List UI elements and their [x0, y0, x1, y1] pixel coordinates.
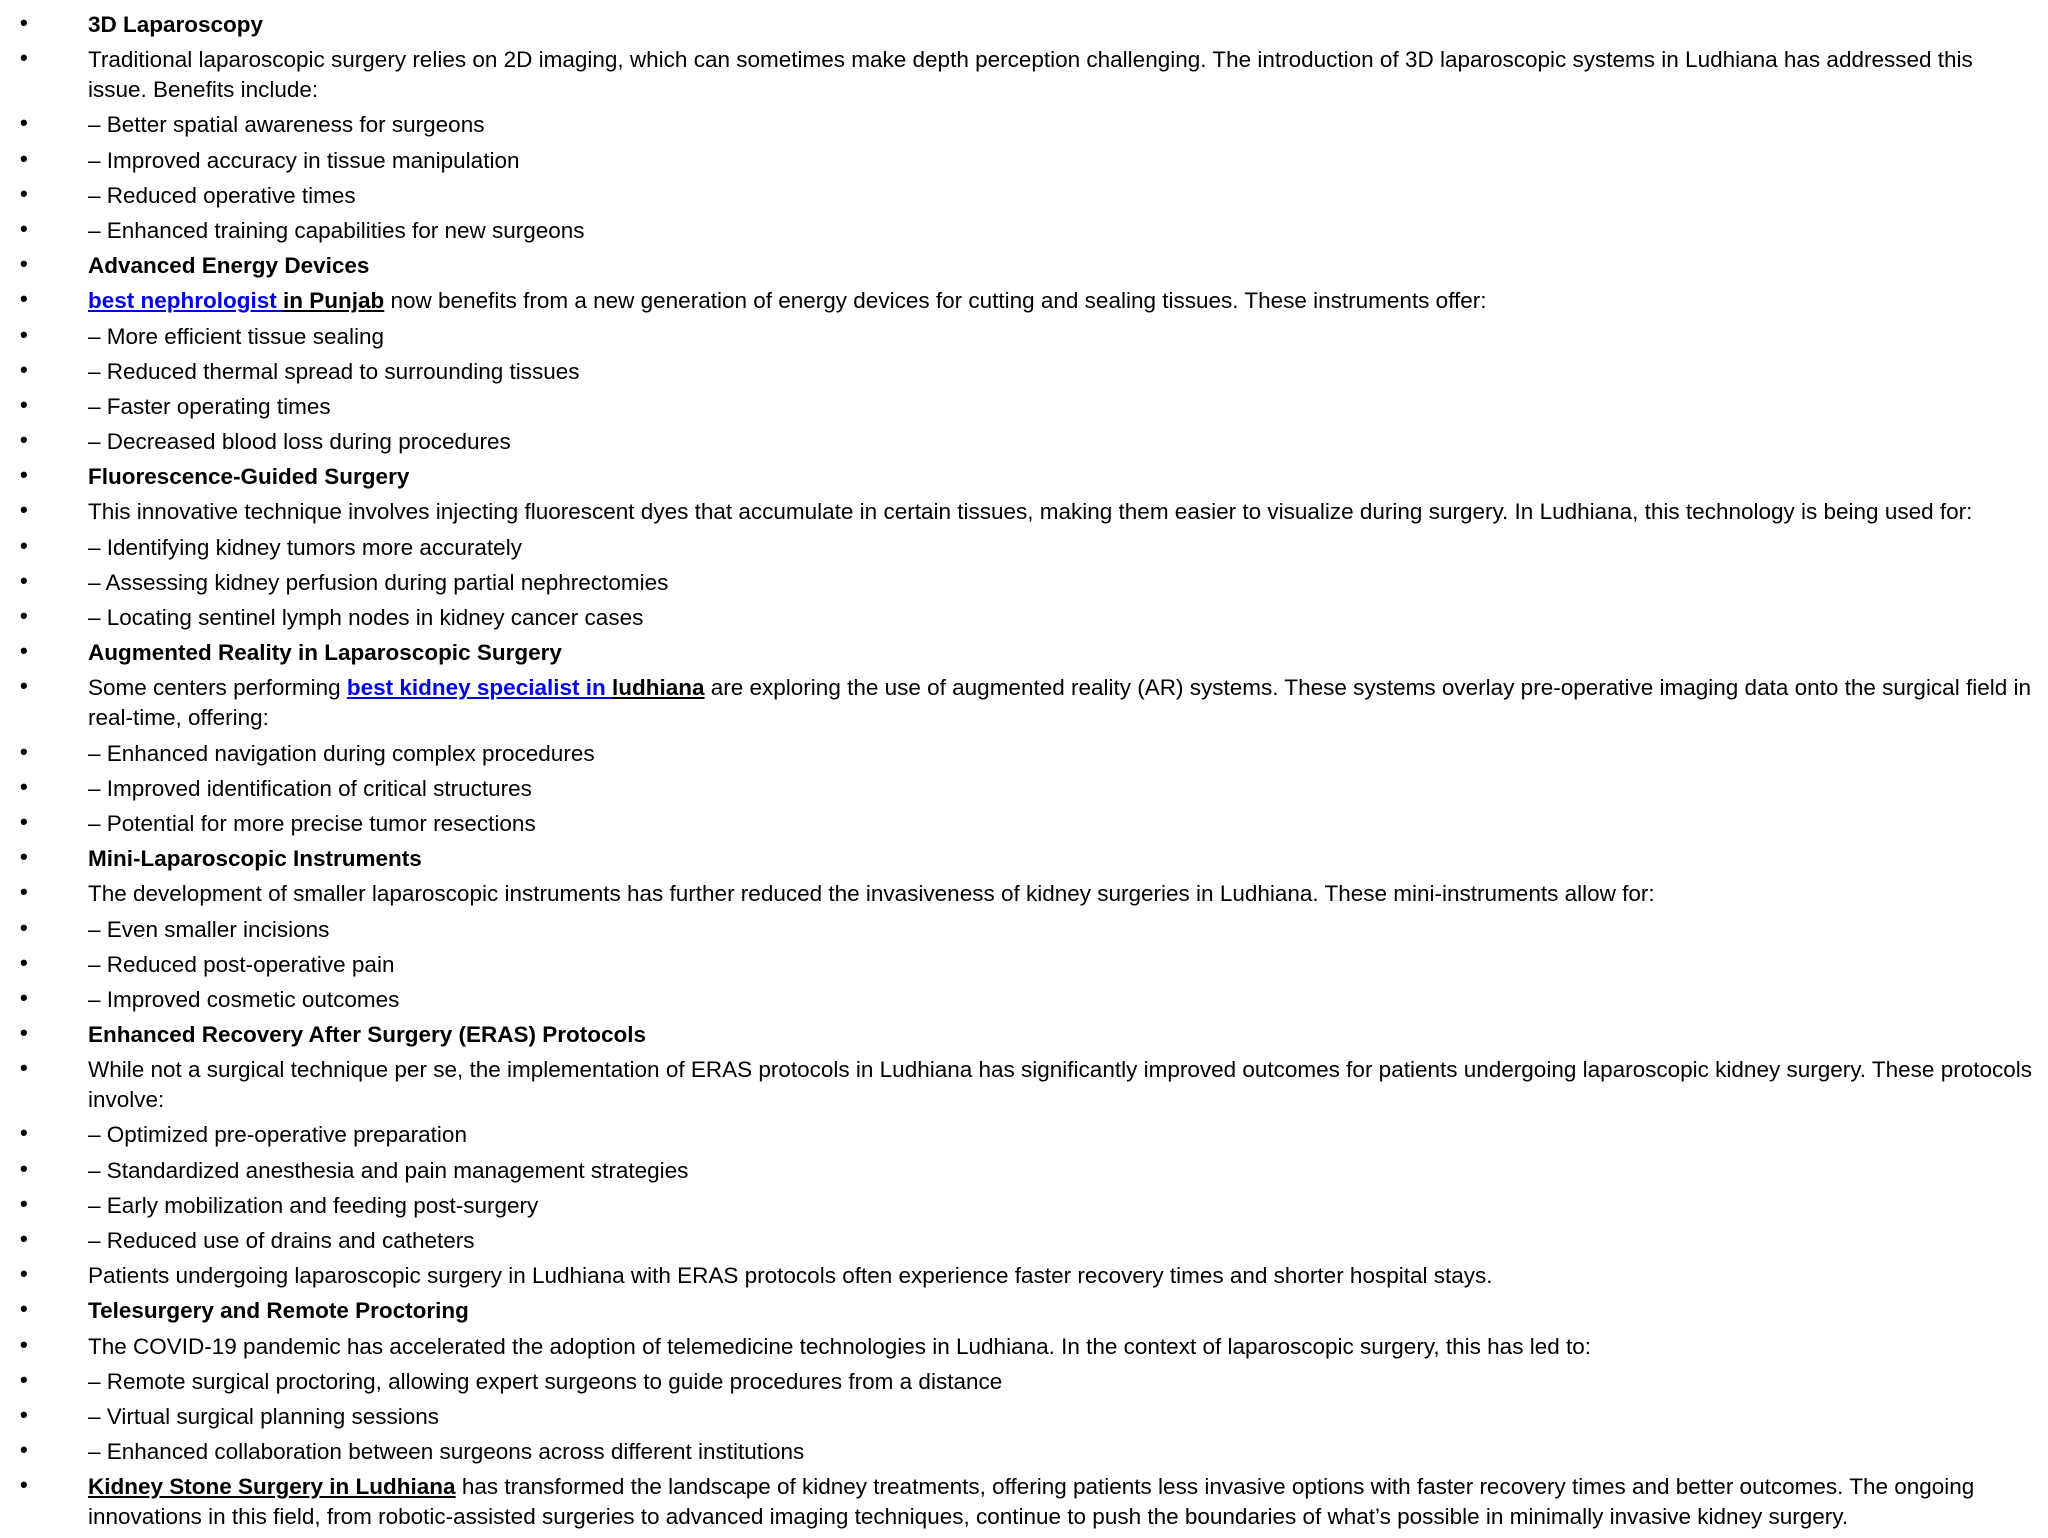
link-bold-text[interactable]: in Punjab [283, 288, 385, 314]
document-body [0, 10, 2048, 1538]
bullet-icon: • [20, 110, 28, 136]
item-text: – Enhanced navigation during complex procedures [88, 740, 595, 766]
bullet-icon: • [20, 45, 28, 71]
bullet-icon: • [20, 1020, 28, 1046]
bullet-icon: • [20, 1366, 28, 1392]
list-item [0, 673, 2048, 733]
list-item [0, 1120, 2048, 1150]
bullet-icon: • [20, 984, 28, 1010]
heading-text: Telesurgery and Remote Proctoring [88, 1298, 469, 1324]
list-item [0, 110, 2048, 140]
bullet-icon: • [20, 808, 28, 834]
item-text: – Locating sentinel lymph nodes in kidney cancer cases [88, 605, 644, 630]
bullet-icon: • [20, 251, 28, 277]
item-text: now benefits from a new generation of energy devices for cutting and sealing tissues. These instruments offer: [384, 288, 1487, 314]
bullet-icon: • [20, 844, 28, 870]
list-item [0, 181, 2048, 211]
bullet-icon: • [20, 321, 28, 347]
section-heading [0, 462, 2048, 492]
item-text: – Optimized pre-operative preparation [88, 1122, 467, 1148]
item-text: – Faster operating times [88, 393, 331, 419]
item-text: – Potential for more precise tumor resections [88, 810, 536, 836]
item-text: – Better spatial awareness for surgeons [88, 112, 485, 138]
bullet-icon: • [20, 180, 28, 206]
bullet-icon: • [20, 1155, 28, 1181]
item-text: – Improved cosmetic outcomes [88, 986, 400, 1012]
item-text: – Remote surgical proctoring, allowing expert surgeons to guide procedures from a distance [88, 1368, 1003, 1394]
inline-link[interactable]: best nephrologist [88, 288, 284, 314]
item-text: – Enhanced collaboration between surgeons across different institutions [88, 1439, 805, 1465]
section-heading [0, 844, 2048, 874]
list-item [0, 1156, 2048, 1186]
list-item [0, 1055, 2048, 1115]
section-heading [0, 638, 2048, 668]
section-heading [0, 1296, 2048, 1326]
list-item [0, 879, 2048, 909]
heading-text: Advanced Energy Devices [88, 253, 370, 279]
bullet-icon: • [20, 1472, 28, 1498]
bullet-icon: • [20, 738, 28, 764]
bullet-icon: • [20, 145, 28, 171]
heading-text: Enhanced Recovery After Surgery (ERAS) Protocols [88, 1022, 647, 1048]
list-item [0, 809, 2048, 839]
item-text: are exploring the use of augmented reality (AR) systems. These systems overlay pre-operative imaging data onto the surgical field in real-time, offering: [88, 675, 2031, 731]
list-item [0, 1332, 2048, 1362]
list-item [0, 1367, 2048, 1397]
item-text: – Reduced thermal spread to surrounding tissues [88, 358, 580, 384]
bullet-icon: • [20, 1331, 28, 1357]
heading-text: Augmented Reality in Laparoscopic Surgery [88, 640, 562, 666]
item-text: – Enhanced training capabilities for new surgeons [88, 217, 585, 243]
item-text: This innovative technique involves injecting fluorescent dyes that accumulate in certain tissues, making them easier to visualize during surgery. In Ludhiana, this technology is being used for: [88, 499, 1973, 525]
heading-text: Fluorescence-Guided Surgery [88, 464, 410, 490]
bullet-icon: • [20, 1401, 28, 1427]
heading-text: Mini-Laparoscopic Instruments [88, 846, 422, 872]
bullet-icon: • [20, 603, 28, 628]
list-item [0, 1191, 2048, 1221]
item-text: While not a surgical technique per se, the implementation of ERAS protocols in Ludhiana has significantly improved outcomes for patients undergoing laparoscopic kidney surgery. These protocols involve: [88, 1057, 2032, 1113]
item-text: The development of smaller laparoscopic instruments has further reduced the invasiveness of kidney surgeries in Ludhiana. These mini-instruments allow for: [88, 881, 1655, 907]
bullet-icon: • [20, 1226, 28, 1251]
bullet-icon: • [20, 1296, 28, 1322]
item-text: – Virtual surgical planning sessions [88, 1403, 440, 1429]
item-text: Some centers performing [88, 675, 347, 701]
bullet-icon: • [20, 567, 28, 593]
list-item [0, 739, 2048, 769]
item-text: – Even smaller incisions [88, 916, 330, 942]
list-item [0, 915, 2048, 945]
list-item [0, 568, 2048, 598]
bullet-icon: • [20, 497, 28, 523]
bullet-icon: • [20, 286, 28, 312]
item-text: – Improved identification of critical structures [88, 775, 532, 801]
item-text: – Reduced post-operative pain [88, 951, 395, 977]
item-text: – Reduced operative times [88, 182, 356, 208]
list-item [0, 286, 2048, 316]
item-text: – Reduced use of drains and catheters [88, 1228, 475, 1253]
list-item [0, 427, 2048, 457]
bullet-icon: • [20, 949, 28, 975]
bullet-icon: • [20, 1055, 28, 1081]
list-item [0, 45, 2048, 105]
bullet-icon: • [20, 773, 28, 799]
list-item [0, 216, 2048, 246]
list-item [0, 146, 2048, 176]
link-bold-text[interactable]: Kidney Stone Surgery in Ludhiana [88, 1474, 456, 1500]
item-text: – Assessing kidney perfusion during partial nephrectomies [88, 569, 669, 595]
bullet-icon: • [20, 462, 28, 488]
list-item [0, 1226, 2048, 1256]
item-text: – Standardized anesthesia and pain management strategies [88, 1157, 689, 1183]
bullet-icon: • [20, 10, 28, 35]
item-text: The COVID-19 pandemic has accelerated the adoption of telemedicine technologies in Ludhiana. In the context of laparoscopic surgery, this has led to: [88, 1333, 1591, 1359]
bullet-icon: • [20, 391, 28, 417]
list-item [0, 497, 2048, 527]
list-item [0, 603, 2048, 633]
bullet-icon: • [20, 356, 28, 382]
bullet-icon: • [20, 215, 28, 241]
bullet-icon: • [20, 532, 28, 558]
section-heading [0, 251, 2048, 281]
item-text: – Decreased blood loss during procedures [88, 429, 511, 455]
list-item [0, 950, 2048, 980]
section-heading [0, 10, 2048, 40]
list-item [0, 774, 2048, 804]
item-text: Patients undergoing laparoscopic surgery in Ludhiana with ERAS protocols often experience faster recovery times and shorter hospital stays. [88, 1263, 1493, 1289]
list-item [0, 533, 2048, 563]
heading-text: 3D Laparoscopy [88, 12, 264, 37]
list-item [0, 985, 2048, 1015]
list-item [0, 357, 2048, 387]
item-text: Traditional laparoscopic surgery relies on 2D imaging, which can sometimes make depth perception challenging. The introduction of 3D laparoscopic systems in Ludhiana has addressed this issue. Benefits include: [88, 47, 1973, 103]
list-item [0, 1261, 2048, 1291]
item-text: – More efficient tissue sealing [88, 323, 384, 349]
bullet-icon: • [20, 1437, 28, 1463]
bullet-icon: • [20, 427, 28, 453]
bullet-icon: • [20, 638, 28, 664]
bullet-icon: • [20, 673, 28, 699]
item-text: has transformed the landscape of kidney treatments, offering patients less invasive options with faster recovery times and better outcomes. The ongoing innovations in this field, from robotic-assisted surgeries to advanced imaging techniques, continue to push the boundaries of what’s possible in minimally invasive kidney surgery. [88, 1474, 1975, 1530]
item-text: – Improved accuracy in tissue manipulation [88, 147, 520, 173]
bullet-icon: • [20, 1261, 28, 1287]
list-item [0, 1402, 2048, 1432]
list-item [0, 392, 2048, 422]
bullet-icon: • [20, 879, 28, 905]
inline-link[interactable]: best kidney specialist in [346, 675, 612, 701]
bullet-icon: • [20, 1190, 28, 1216]
bullet-icon: • [20, 914, 28, 940]
item-text: – Identifying kidney tumors more accurately [88, 534, 522, 560]
list-item [0, 1437, 2048, 1467]
link-bold-text[interactable]: ludhiana [611, 675, 705, 701]
list-item [0, 322, 2048, 352]
bullet-icon: • [20, 1120, 28, 1146]
item-text: – Early mobilization and feeding post-surgery [88, 1192, 539, 1218]
list-item [0, 1472, 2048, 1532]
section-heading [0, 1020, 2048, 1050]
